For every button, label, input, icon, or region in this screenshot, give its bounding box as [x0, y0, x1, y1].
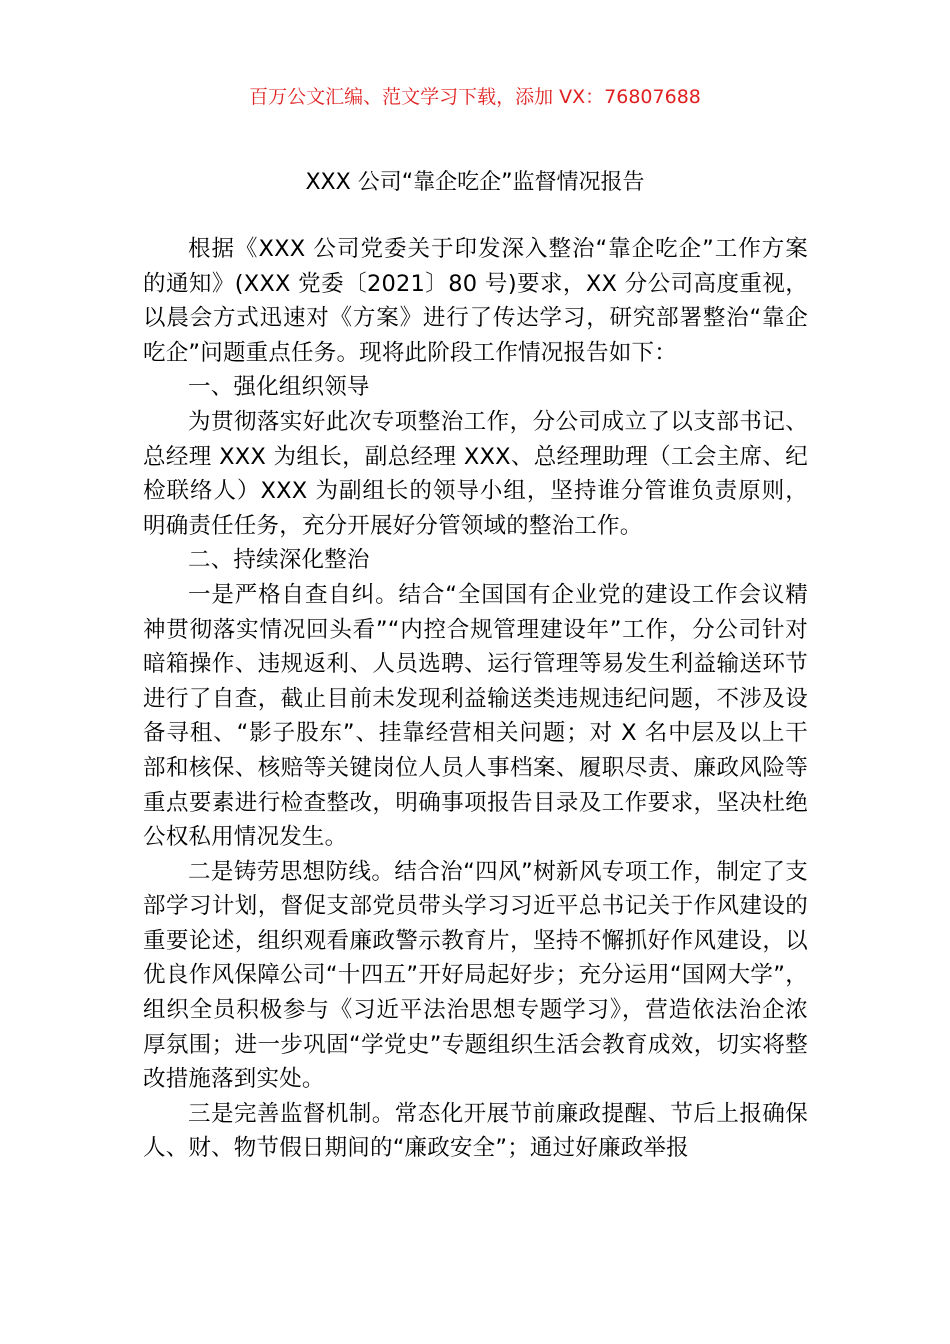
paragraph-organization: 为贯彻落实好此次专项整治工作，分公司成立了以支部书记、总经理 XXX 为组长，副总经理 XXX、总经理助理（工会主席、纪检联络人）XXX 为副组长的领导小组，坚持谁分管谁负责原则，明确责任任务，充分开展好分管领域的整治工作。 — [143, 408, 808, 539]
document-body — [143, 232, 808, 1166]
paragraph-ideological-defense: 二是铸劳思想防线。结合治“四风”树新风专项工作，制定了支部学习计划，督促支部党员带头学习习近平总书记关于作风建设的重要论述，组织观看廉政警示教育片，坚持不懈抓好作风建设，以优良作风保障公司“十四五”开好局起好步；充分运用“国网大学”，组织全员积极参与《习近平法治思想专题学习》，营造依法治企浓厚氛围；进一步巩固“学党史”专题组织生活会教育成效，切实将整改措施落到实处。 — [143, 858, 808, 1093]
paragraph-intro: 根据《XXX 公司党委关于印发深入整治“靠企吃企”工作方案的通知》(XXX 党委〔2021〕80 号)要求，XX 分公司高度重视，以晨会方式迅速对《方案》进行了传达学习，研究部署整治“靠企吃企”问题重点任务。现将此阶段工作情况报告如下： — [143, 236, 808, 366]
section-heading-2: 二、持续深化整治 — [188, 547, 370, 574]
paragraph-self-inspection: 一是严格自查自纠。结合“全国国有企业党的建设工作会议精神贯彻落实情况回头看”“内控合规管理建设年”工作，分公司针对暗箱操作、违规返利、人员选聘、运行管理等易发生利益输送环节进行了自查，截止目前未发现利益输送类违规违纪问题，不涉及设备寻租、“影子股东”、挂靠经营相关问题；对 X 名中层及以上干部和核保、核赔等关键岗位人员人事档案、履职尽责、廉政风险等重点要素进行检查整改，明确事项报告目录及工作要求，坚决杜绝公权私用情况发生。 — [143, 581, 808, 851]
header-watermark-note: 百万公文汇编、范文学习下载，添加 VX：76807688 — [249, 86, 701, 108]
paragraph-supervision-mechanism: 三是完善监督机制。常态化开展节前廉政提醒、节后上报确保人、财、物节假日期间的“廉政安全”；通过好廉政举报 — [143, 1100, 808, 1162]
section-heading-1: 一、强化组织领导 — [188, 374, 370, 401]
document-title: XXX 公司“靠企吃企”监督情况报告 — [305, 170, 645, 195]
